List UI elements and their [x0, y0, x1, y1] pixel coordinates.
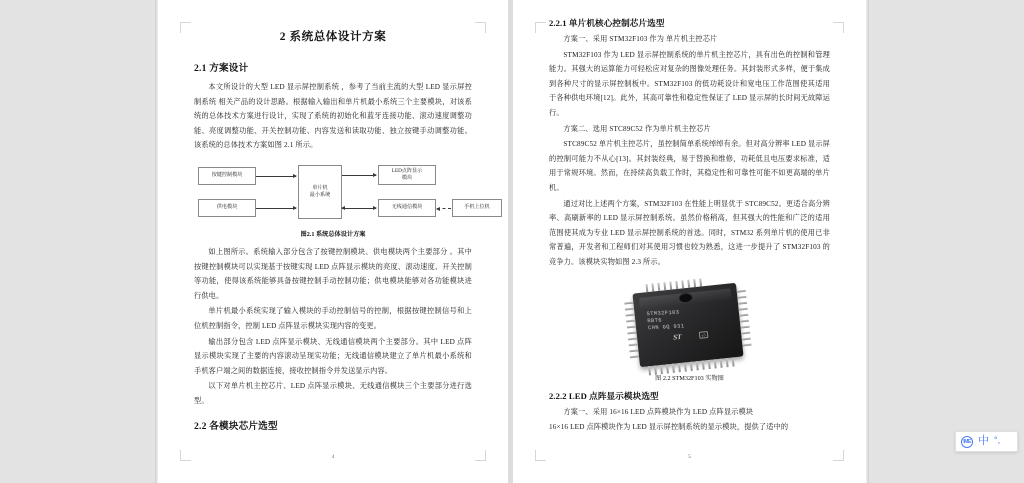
plan-one-led: 方案一、采用 16×16 LED 点阵模块作为 LED 点阵显示模块: [563, 407, 754, 416]
chip-marking-text: [646, 309, 685, 332]
diagram-box-key-control-label: 按键控制模块: [211, 172, 243, 179]
arrow-key-to-mcu: [256, 176, 296, 177]
chip-marking-line-3: CHN GQ 931: [647, 323, 685, 332]
right-sheet-shadow: [866, 0, 869, 483]
chip-pin1-dot: [678, 292, 692, 302]
document-page-right[interactable]: [513, 0, 866, 483]
ime-punctuation-mode-button[interactable]: °,: [994, 435, 1001, 445]
crop-mark-top-right: [475, 22, 486, 33]
paragraph-output-modules: 输出部分包含 LED 点阵显示模块、无线通信模块两个主要部分。其中 LED 点阵显示模块实现了主要的内容滚动呈现实功能；无线通信模块建立了单片机最小系统和手机客户端之间的数据连接，接收控制指令并发送显示内容。: [194, 337, 472, 375]
arrow-mcu-to-wireless: [342, 208, 376, 209]
paragraph-comparison: 通过对比上述两个方案，STM32F103 在性能上明显优于 STC89C52。更适合高分辨率、高刷新率的 LED 显示屏控制系统。虽然价格稍高，但其强大的性能和广泛的适用范围使其成为专业 LED 显示屏控制系统的首选。同时，STM32 系列单片机的使用已非常普遍，开发者和工程师们对其使用习惯也较为熟悉，这进一步提升了 STM32F103 的竞争力。该模块实物如图 2.3 所示。: [549, 199, 830, 266]
diagram-box-mcu-core-label-1: 单片机: [312, 184, 328, 191]
diagram-box-led-matrix-label-1: LED点阵显示: [391, 167, 423, 174]
diagram-box-mcu-core-label-2: 最小系统: [309, 191, 331, 198]
paragraph-stm32: STM32F103 作为 LED 显示屏控制系统的单片机主控芯片，具有出色的控制和管理能力。其强大的运算能力可轻松应对复杂的图像处理任务。其封装形式多样，便于集成到各种尺寸的显示屏控制板中。STM32F103 的低功耗设计和宽电压工作范围使其适用于各种供电环境[12]。此外，其高可靠性和稳定性保证了 LED 显示屏的长时间无故障运行。: [549, 50, 830, 117]
figure-2-2-caption: 图 2.2 STM32F103 实物图: [655, 374, 724, 382]
figure-2-1-diagram: [194, 163, 490, 225]
heading-2-1: 2.1 方案设计: [194, 63, 249, 74]
document-page-left[interactable]: [158, 0, 508, 483]
crop-mark-top-right: [833, 22, 844, 33]
diagram-box-power-supply-label: 供电模块: [216, 204, 238, 211]
chip-package-body: [632, 282, 743, 366]
paragraph-mcu-system: 单片机最小系统实现了输入模块的手动控制信号的控制，根据按键控制信号和上位机控制指令，控制 LED 点阵显示模块实现内容的变更。: [194, 307, 472, 330]
chip-marking-line-2: RBT6: [646, 317, 662, 324]
st-logo-icon: ST: [672, 332, 682, 342]
diagram-box-wireless: [378, 199, 436, 217]
paragraph-input-modules: 如上图所示。系统输入部分包含了按键控制模块、供电模块两个主要部分 。其中按键控制模块可以实现基于按键实现 LED 点阵显示模块的亮度、滚动速度、开关控制等功能，使得该系统能够具备按键控制手动控制功能；供电模块能够对各功能模块进行供电。: [194, 247, 472, 300]
arrow-power-to-mcu: [256, 208, 296, 209]
paragraph-stc: STC89C52 单片机主控芯片，虽控制简单系统绰绰有余。但对高分辨率 LED 显示屏的控制可能力不从心[13]。其封装经典，易于替换和维修，功耗低且电压要求标准，适用于常规环境。然而，在持续高负载工作时，其稳定性和可靠性可能不如更高端的单片机。: [549, 140, 830, 192]
page-number-right: 5: [688, 454, 691, 460]
crop-mark-top-left: [535, 22, 546, 33]
chip-marking-line-1: STM32F103: [645, 309, 680, 317]
ime-language-mode-button[interactable]: 中: [978, 435, 989, 447]
diagram-box-mcu-core: [298, 165, 342, 219]
heading-2-2: 2.2 各模块芯片选型: [194, 420, 278, 432]
diagram-box-phone-host: [452, 199, 502, 217]
figure-2-1-caption: 图2.1 系统总体设计方案: [300, 230, 366, 238]
arrow-phone-to-wireless: [437, 208, 451, 209]
chip-photo: [614, 280, 766, 372]
paragraph-led-matrix: 16×16 LED 点阵模块作为 LED 显示屏控制系统的显示模块，提供了适中的: [549, 423, 789, 432]
diagram-box-led-matrix-label-2: 模块: [401, 174, 413, 181]
ime-logo-icon[interactable]: IME: [961, 436, 973, 448]
figure-2-2-photo: [549, 280, 830, 372]
paragraph-intro: 本文所设计的大型 LED 显示屏控制系统 ，参考了当前主流的大型 LED 显示屏控制系统 相关产品的设计思路。根据输入输出和单片机最小系统三个主要模块，对该系统的总体技术方案进行设计，实现了系统的初始化和蓝牙连接功能、滚动速度调整功能、亮度调整功能、开关控制功能、内容发送和读取功能、独立按键手动调整功能。该系统的总体技术方案如图 2.1 所示。: [194, 83, 472, 150]
diagram-box-phone-host-label: 手机上位机: [464, 204, 490, 211]
left-page-content: [194, 14, 490, 438]
crop-mark-top-left: [180, 22, 191, 33]
plan-two-stc: 方案二、选用 STC89C52 作为单片机主控芯片: [563, 124, 711, 133]
diagram-box-wireless-label: 无线通信模块: [391, 204, 423, 211]
page-title: 2 系统总体设计方案: [279, 31, 387, 43]
paragraph-selection-intro: 以下对单片机主控芯片、LED 点阵显示模块、无线通信模块三个主要部分进行选型。: [194, 382, 472, 405]
arrow-mcu-to-led: [342, 175, 376, 176]
diagram-box-power-supply: [198, 199, 256, 217]
right-page-content: [549, 10, 830, 436]
diagram-box-led-matrix: [378, 165, 436, 185]
diagram-box-key-control: [198, 167, 256, 185]
chip-certification-mark-icon: e3: [698, 330, 708, 338]
ime-toolbar[interactable]: [955, 431, 1018, 452]
heading-2-2-1: 2.2.1 单片机核心控制芯片选型: [549, 18, 665, 28]
plan-one-stm32: 方案一、采用 STM32F103 作为 单片机主控芯片: [563, 35, 718, 43]
page-number-left: 4: [331, 454, 335, 460]
heading-2-2-2: 2.2.2 LED 点阵显示模块选型: [549, 390, 659, 401]
